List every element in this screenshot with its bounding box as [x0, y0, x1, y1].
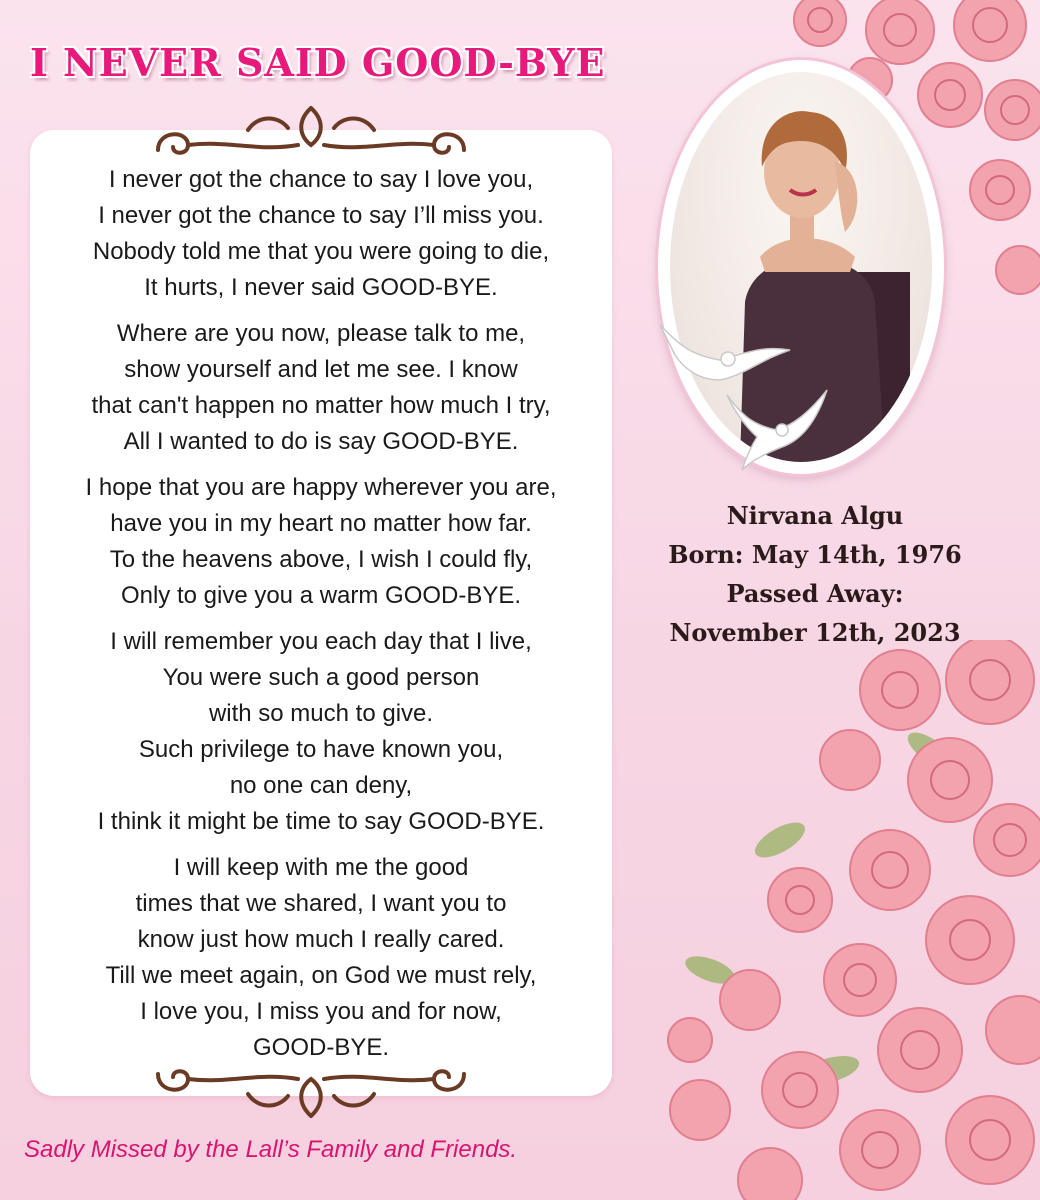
born-date: Born: May 14th, 1976	[668, 540, 962, 569]
scroll-ornament-icon	[148, 100, 474, 166]
poem-line: I never got the chance to say I love you,	[108, 166, 534, 193]
poem-line: I love you, I miss you and for now,	[140, 998, 502, 1025]
poem-stanza-4	[30, 624, 612, 840]
poem-line: To the heavens above, I wish I could fly,	[109, 546, 533, 573]
poem-line: I hope that you are happy wherever you are,	[85, 474, 557, 501]
poem-line: I think it might be time to say GOOD-BYE.	[97, 808, 545, 835]
poem-line: Only to give you a warm GOOD-BYE.	[120, 582, 522, 609]
poem-line: It hurts, I never said GOOD-BYE.	[144, 274, 498, 301]
poem-stanza-1	[30, 162, 612, 306]
deceased-name: Nirvana Algu	[726, 501, 904, 530]
poem-line: Nobody told me that you were going to die,	[92, 238, 550, 265]
poem-line: All I wanted to do is say GOOD-BYE.	[123, 428, 519, 455]
passed-away-label: Passed Away:	[726, 579, 904, 608]
poem-line: Till we meet again, on God we must rely,	[105, 962, 537, 989]
poem-line: show yourself and let me see. I know	[124, 356, 518, 383]
poem-line: Where are you now, please talk to me,	[116, 320, 526, 347]
page-title: I NEVER SAID GOOD-BYE	[30, 40, 606, 85]
poem-stanza-5	[30, 850, 612, 1066]
poem-stanza-2	[30, 316, 612, 460]
poem	[30, 162, 612, 1076]
poem-line: with so much to give.	[208, 700, 434, 727]
dove-icon	[722, 375, 832, 475]
poem-stanza-3	[30, 470, 612, 614]
poem-line: that can't happen no matter how much I try,	[91, 392, 551, 419]
poem-line: Such privilege to have known you,	[138, 736, 504, 763]
poem-line: I will remember you each day that I live,	[110, 628, 532, 655]
poem-line: GOOD-BYE.	[252, 1034, 390, 1061]
passed-away-date: November 12th, 2023	[669, 618, 961, 647]
scroll-ornament-icon	[148, 1058, 474, 1124]
roses-bottom-right	[630, 640, 1040, 1200]
poem-line: no one can deny,	[229, 772, 413, 799]
poem-line: I never got the chance to say I’ll miss you.	[98, 202, 544, 229]
footer-dedication: Sadly Missed by the Lall’s Family and Friends.	[24, 1136, 518, 1163]
poem-line: You were such a good person	[162, 664, 480, 691]
poem-line: have you in my heart no matter how far.	[110, 510, 532, 537]
poem-line: I will keep with me the good	[173, 854, 469, 881]
memorial-details	[600, 496, 1030, 652]
poem-line: times that we shared, I want you to	[135, 890, 507, 917]
poem-line: know just how much I really cared.	[137, 926, 505, 953]
